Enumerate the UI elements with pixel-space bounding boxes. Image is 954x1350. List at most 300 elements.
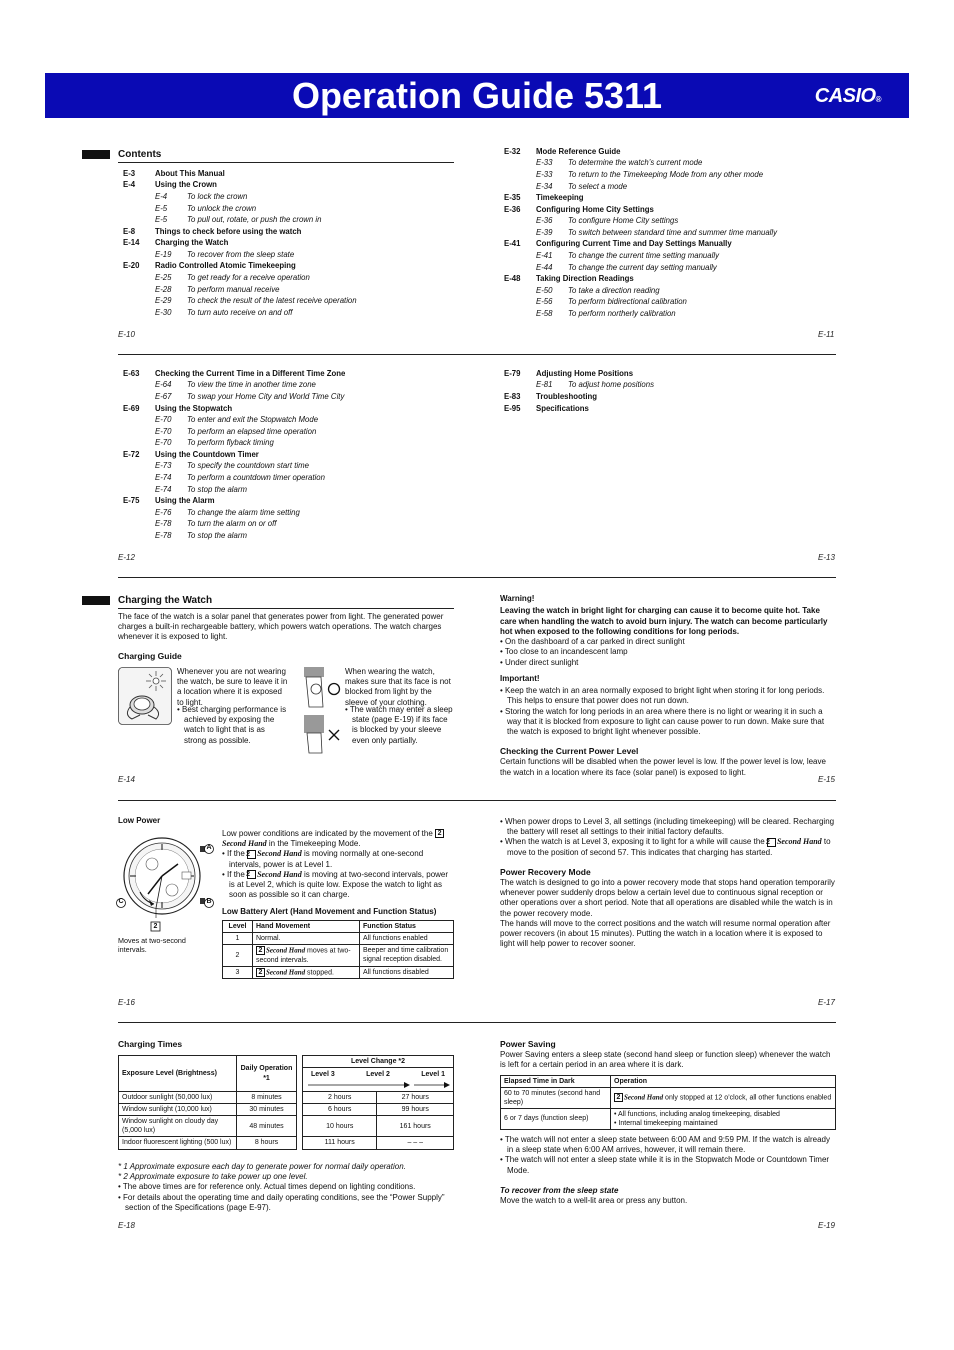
toc-entry xyxy=(504,262,844,274)
toc-page-ref: E-28 xyxy=(155,284,172,294)
toc-subentry xyxy=(123,392,344,402)
toc-subentry xyxy=(123,427,316,437)
contents-underline xyxy=(118,162,454,163)
toc-page-ref: E-76 xyxy=(155,507,172,517)
toc-page-ref: E-32 xyxy=(504,146,521,156)
level-labels xyxy=(303,1070,453,1079)
table-cell: 2 hours xyxy=(303,1092,377,1104)
toc-subentry-text: To change the current time setting manually xyxy=(568,251,719,261)
table-cell: 8 minutes xyxy=(237,1092,297,1104)
toc-entry xyxy=(504,192,844,204)
important-title: Important! xyxy=(500,673,540,683)
toc-subentry xyxy=(504,170,763,180)
table-row xyxy=(119,1104,454,1116)
toc-entry xyxy=(123,214,463,226)
table-row xyxy=(501,1087,836,1108)
list-item: • On the dashboard of a car parked in direct sunlight xyxy=(500,637,685,647)
list-item: • Keep the watch in an area normally exposed to bright light when storing it for long periods. This helps to ensure that power does not run down. xyxy=(500,686,825,706)
warning-text: Leaving the watch in bright light for charging can cause it to become quite hot. Take care when handling the watch to avoid burn injury. The watch can become particularly hot when exposed to the following conditions for long periods. xyxy=(500,606,828,636)
toc-subentry-text: To perform flyback timing xyxy=(187,438,274,448)
table-cell: 48 minutes xyxy=(237,1116,297,1137)
toc-subentry-text: To enter and exit the Stopwatch Mode xyxy=(187,415,319,425)
table-row xyxy=(223,966,454,978)
bullet-text: The watch will not enter a sleep state while it is in the Stopwatch Mode or Countdown Timer Mode. xyxy=(504,1155,830,1175)
toc-subentry xyxy=(123,204,256,214)
hand-name: Second Hand xyxy=(624,1093,664,1102)
toc-subentry-text: To swap your Home City and World Time City xyxy=(187,391,345,401)
toc-page-ref: E-5 xyxy=(155,215,168,225)
toc-subentry xyxy=(504,380,654,390)
charging-times-title: Charging Times xyxy=(118,1039,183,1049)
text-part: is moving at two-second intervals, power is at Level 2, which is quite low. Expose the watch to light as soon as possible so it can charge. xyxy=(229,869,449,900)
sleeve-illustration xyxy=(303,667,343,755)
toc-subentry xyxy=(123,192,247,202)
power-saving-block xyxy=(500,1039,836,1207)
toc-heading: Specifications xyxy=(536,403,589,413)
toc-entry xyxy=(504,297,844,309)
toc-column-right xyxy=(504,146,844,320)
toc-page-ref: E-64 xyxy=(155,380,172,390)
toc-entry xyxy=(504,368,844,380)
page-number: E-13 xyxy=(818,553,835,562)
text-part: When the watch is at Level 3, exposing it to light for a while will cause the xyxy=(505,837,765,847)
toc-page-ref: E-70 xyxy=(155,438,172,448)
toc-subentry xyxy=(123,531,247,541)
toc-page-ref: E-36 xyxy=(504,204,521,214)
toc-entry xyxy=(123,249,463,261)
toc-page-ref: E-14 xyxy=(123,238,140,248)
hand-number-box: 2 xyxy=(247,850,256,859)
toc-page-ref: E-74 xyxy=(155,484,172,494)
important-list xyxy=(500,686,836,737)
toc-subentry xyxy=(123,473,325,483)
toc-subentry-text: To perform bidirectional calibration xyxy=(568,297,687,307)
toc-column-left xyxy=(123,168,463,319)
toc-entry xyxy=(123,261,463,273)
hand-number-box: 2 xyxy=(767,838,776,847)
toc-heading: Radio Controlled Atomic Timekeeping xyxy=(155,261,296,271)
toc-entry xyxy=(504,216,844,228)
charging-times-notes: * 1 Approximate exposure each day to generate power for normal daily operation. * 2 Approximate exposure to take power up one level. • The above times are for reference only. Actual times depend on lighting conditions. • For details about the operating time and daily operating conditions, see the “Power Supply” section of the Specifications (page E-97). xyxy=(118,1162,454,1213)
toc-heading: Configuring Home City Settings xyxy=(536,204,654,214)
table-cell: 6 hours xyxy=(303,1104,377,1116)
bullet-text: When power drops to Level 3, all settings (including timekeeping) will be cleared. Recharging the battery will reset all settings to their initial factory defaults. xyxy=(505,817,835,837)
cell-operation xyxy=(611,1087,836,1108)
table-row xyxy=(119,1137,454,1149)
charging-guide-title: Charging Guide xyxy=(118,651,182,661)
toc-entry xyxy=(504,146,844,158)
table-cell: 111 hours xyxy=(303,1137,377,1149)
toc-subentry xyxy=(123,485,247,495)
table-cell: 10 hours xyxy=(303,1116,377,1137)
toc-entry xyxy=(123,414,463,426)
toc-subentry-text: To turn the alarm on or off xyxy=(187,519,277,529)
toc-page-ref: E-35 xyxy=(504,193,521,203)
toc-entry xyxy=(123,507,463,519)
cell-move xyxy=(253,966,360,978)
section-tab xyxy=(82,596,110,605)
col-header: Level Change *2 xyxy=(303,1056,454,1068)
toc-subentry-text: To turn auto receive on and off xyxy=(187,307,293,317)
warning-title: Warning! xyxy=(500,594,535,603)
power-saving-list xyxy=(500,1135,836,1176)
page-number: E-19 xyxy=(818,1221,835,1230)
bullet-text: Storing the watch for long periods in an area where there is no light or wearing it in such a way that it is blocked from exposure to light can cause power to run down. Make sure that the watch is exposed to bright light whenever possible. xyxy=(505,706,825,737)
hand-name: Second Hand xyxy=(222,839,267,849)
level-header-row xyxy=(303,1068,454,1092)
toc-subentry-text: To pull out, rotate, or push the crown in xyxy=(187,215,322,225)
toc-subentry xyxy=(123,461,309,471)
low-power-text: Low power conditions are indicated by the movement of the 2Second Hand in the Timekeeping Mode. • If the 2 Second Hand is moving normally at one-second intervals, power is at Level 1. • If the 2 Second Hand is moving at two-second intervals, power is at Level 2, which is quite low. Expose the watch to light as soon as possible so it can charge. Low Battery Alert (Hand Movement and Function Status) Level Hand Movement Function Status 1 Normal. All functions enabled 2 2 Second Hand moves at two-second intervals. Beeper and time calibration signal reception disabled. 3 2 Second Hand stopped. All functions disabled xyxy=(222,829,454,979)
toc-subentry xyxy=(123,296,357,306)
toc-subentry-text: To determine the watch’s current mode xyxy=(568,158,703,168)
low-battery-table xyxy=(222,920,454,979)
contents-title: Contents xyxy=(118,149,162,160)
footnote: * 2 Approximate exposure to take power up one level. xyxy=(118,1172,308,1182)
toc-page-ref: E-4 xyxy=(155,191,168,201)
toc-subentry-text: To configure Home City settings xyxy=(568,216,679,226)
toc-page-ref: E-4 xyxy=(123,180,136,190)
toc-subentry xyxy=(123,380,316,390)
cell-status: All functions disabled xyxy=(360,966,454,978)
toc-page-ref: E-25 xyxy=(155,273,172,283)
toc-subentry xyxy=(504,251,719,261)
power-saving-table xyxy=(500,1075,836,1130)
toc-entry xyxy=(123,519,463,531)
table-cell: Indoor fluorescent lighting (500 lux) xyxy=(119,1137,237,1149)
toc-page-ref: E-67 xyxy=(155,391,172,401)
text-part: to move to the position of second 57. This indicates that charging has started. xyxy=(507,837,831,857)
toc-subentry-text: To perform manual receive xyxy=(187,284,280,294)
toc-subentry xyxy=(123,308,292,318)
table-row xyxy=(223,933,454,945)
table-row xyxy=(119,1116,454,1137)
page-number: E-18 xyxy=(118,1221,135,1230)
cell-status: All functions enabled xyxy=(360,933,454,945)
toc-subentry xyxy=(504,263,717,273)
toc-entry xyxy=(504,403,844,415)
col-header: Level xyxy=(223,921,253,933)
hand-number-label: 2 xyxy=(153,923,158,930)
charging-intro: The face of the watch is a solar panel that generates power from light. The generated power charges a built-in rechargeable battery, which powers watch operations. The watch charges whenever it is exposed to light. xyxy=(118,612,444,642)
charging-times-table xyxy=(118,1055,454,1150)
level-2-label: Level 2 xyxy=(366,1070,390,1078)
col-header: Operation xyxy=(611,1075,836,1087)
cell-level: 3 xyxy=(223,966,253,978)
table-cell: 30 minutes xyxy=(237,1104,297,1116)
toc-subentry xyxy=(123,508,300,518)
toc-subentry xyxy=(504,309,676,319)
toc-subentry-text: To change the alarm time setting xyxy=(187,507,300,517)
power-level-title: Checking the Current Power Level xyxy=(500,746,639,757)
table-row xyxy=(501,1108,836,1129)
toc-page-ref: E-3 xyxy=(123,168,136,178)
toc-subentry-text: To lock the crown xyxy=(187,191,248,201)
toc-entry xyxy=(504,285,844,297)
recover-text: Move the watch to a well-lit area or press any button. xyxy=(500,1196,688,1206)
toc-page-ref: E-41 xyxy=(536,251,553,261)
toc-entry xyxy=(504,181,844,193)
toc-entry xyxy=(123,238,463,250)
toc-entry xyxy=(123,368,463,380)
text-part: If the xyxy=(227,849,245,859)
toc-entry xyxy=(123,496,463,508)
bullet-text: Too close to an incandescent lamp xyxy=(504,647,628,657)
low-power-title: Low Power xyxy=(118,816,161,825)
list-item: • Storing the watch for long periods in an area where there is no light or wearing it in such a way that it is blocked from exposure to light can cause power to run down. Make sure that the watch is exposed to bright light whenever possible. xyxy=(500,706,825,737)
toc-heading: Adjusting Home Positions xyxy=(536,368,634,378)
logo-text: CASIO xyxy=(814,85,876,107)
page-number: E-15 xyxy=(818,775,835,784)
table-cell: 8 hours xyxy=(237,1137,297,1149)
hand-name: Second Hand xyxy=(266,946,306,955)
toc-heading: Checking the Current Time in a Different Time Zone xyxy=(155,368,346,378)
toc-subentry-text: To perform northerly calibration xyxy=(568,309,676,319)
figure-caption: Moves at two-second intervals. xyxy=(118,936,186,955)
toc-page-ref: E-20 xyxy=(123,261,140,271)
toc-page-ref: E-33 xyxy=(536,158,553,168)
toc-heading: Things to check before using the watch xyxy=(155,226,302,236)
toc-entry xyxy=(504,169,844,181)
toc-subentry xyxy=(123,519,276,529)
hand-number-box: 2 xyxy=(247,870,256,879)
toc-heading: Timekeeping xyxy=(536,193,584,203)
page-number: E-17 xyxy=(818,998,835,1007)
toc-subentry-text: To stop the alarm xyxy=(187,484,247,494)
bullet-text: Under direct sunlight xyxy=(505,657,579,667)
toc-entry xyxy=(123,438,463,450)
col-header: Hand Movement xyxy=(253,921,360,933)
text-part: Internal timekeeping maintained xyxy=(618,1119,718,1127)
col-header: Elapsed Time in Dark xyxy=(501,1075,611,1087)
toc-entry xyxy=(504,158,844,170)
col-header: Daily Operation *1 xyxy=(237,1056,297,1092)
toc-entry xyxy=(123,168,463,180)
toc-entry xyxy=(123,307,463,319)
page-number: E-14 xyxy=(118,775,135,784)
alert-title: Low Battery Alert (Hand Movement and Function Status) xyxy=(222,906,437,916)
toc-subentry-text: To change the current day setting manually xyxy=(568,262,717,272)
text-part: in the Timekeeping Mode. xyxy=(268,839,361,849)
toc-entry xyxy=(123,203,463,215)
toc-subentry-text: To take a direction reading xyxy=(568,285,660,295)
toc-page-ref: E-50 xyxy=(536,285,553,295)
toc-entry xyxy=(123,472,463,484)
toc-subentry xyxy=(504,297,687,307)
toc-page-ref: E-79 xyxy=(504,368,521,378)
toc-entry xyxy=(504,239,844,251)
toc-column-right-2 xyxy=(504,368,844,414)
bullet-text: On the dashboard of a car parked in direct sunlight xyxy=(505,637,685,647)
toc-entry xyxy=(123,180,463,192)
text-part: only stopped at 12 o’clock, all other functions enabled xyxy=(665,1094,832,1102)
table-cell: 99 hours xyxy=(377,1104,454,1116)
page-divider xyxy=(118,1022,836,1023)
charging-guide-left-bullet: • Best charging performance is achieved by exposing the watch to light that is as strong as possible. xyxy=(177,705,287,745)
toc-subentry-text: To specify the countdown start time xyxy=(187,461,309,471)
watch-in-light-illustration xyxy=(118,667,172,725)
toc-heading: Configuring Current Time and Day Settings Manually xyxy=(536,239,732,249)
bullet-text: Keep the watch in an area normally exposed to bright light when storing it for long periods. This helps to ensure that power does not run down. xyxy=(505,686,825,706)
power-saving-text: Power Saving enters a sleep state (second hand sleep or function sleep) whenever the watch is left for a certain period in an area where it is dark. xyxy=(500,1050,831,1070)
warning-list xyxy=(500,637,836,668)
table-row xyxy=(223,945,454,967)
toc-subentry xyxy=(504,158,702,168)
toc-page-ref: E-75 xyxy=(123,496,140,506)
page-divider xyxy=(118,354,836,355)
toc-entry xyxy=(504,250,844,262)
text-part: Low power conditions are indicated by the movement of the xyxy=(222,829,433,838)
page-number: E-16 xyxy=(118,998,135,1007)
warning-block xyxy=(500,594,836,778)
hand-number-box: 2 xyxy=(435,829,444,838)
toc-subentry-text: To select a mode xyxy=(568,181,628,191)
toc-page-ref: E-83 xyxy=(504,391,521,401)
recovery-title: Power Recovery Mode xyxy=(500,866,591,877)
toc-entry xyxy=(123,191,463,203)
page-number: E-11 xyxy=(818,330,835,339)
toc-subentry-text: To get ready for a receive operation xyxy=(187,273,310,283)
power-level-text: Certain functions will be disabled when the power level is low. If the power level is low, leave the watch in a location where its face (solar panel) is exposed to light. xyxy=(500,757,826,777)
toc-subentry-text: To stop the alarm xyxy=(187,531,247,541)
toc-entry xyxy=(123,484,463,496)
toc-subentry xyxy=(123,215,322,225)
cell-time: 6 or 7 days (function sleep) xyxy=(501,1108,611,1129)
title-banner xyxy=(45,73,909,118)
toc-subentry-text: To unlock the crown xyxy=(187,203,257,213)
charging-guide-right-text: When wearing the watch, makes sure that its face is not blocked from light by the sleeve of your clothing. xyxy=(345,667,451,707)
level-arrows xyxy=(304,1080,452,1090)
toc-subentry xyxy=(504,286,660,296)
recovery-block: • When power drops to Level 3, all settings (including timekeeping) will be cleared. Recharging the battery will reset all settings to their initial factory defaults. • When the watch is at Level 3, exposing it to light for a while will cause the 2 Second Hand to move to the position of second 57. This indicates that charging has started. Power Recovery Mode The watch is designed to go into a power recovery mode that stops hand operation temporarily whenever power suddenly drops below a certain level due to continuous signal reception or other operations over a short period. Note that all operations are disabled while the watch is in the power recovery mode. The hands will move to the correct positions and the watch will resume normal operation after power recovers (in about 15 minutes). Putting the watch in a location where it is exposed to light will help power to recover sooner. xyxy=(500,817,835,949)
toc-page-ref: E-19 xyxy=(155,249,172,259)
toc-page-ref: E-58 xyxy=(536,309,553,319)
toc-page-ref: E-41 xyxy=(504,239,521,249)
table-row xyxy=(119,1092,454,1104)
bullet-text: Best charging performance is achieved by exposing the watch to light that is as strong as possible. xyxy=(182,705,287,745)
toc-page-ref: E-30 xyxy=(155,307,172,317)
toc-entry xyxy=(504,380,844,392)
toc-entry xyxy=(504,308,844,320)
table-cell: Window sunlight (10,000 lux) xyxy=(119,1104,237,1116)
cell-level: 1 xyxy=(223,933,253,945)
text-part: If the xyxy=(227,869,245,879)
text-part: stopped. xyxy=(307,969,334,977)
page-divider xyxy=(118,577,836,578)
cell-status: Beeper and time calibration signal reception disabled. xyxy=(360,945,454,967)
registered-mark: ® xyxy=(875,95,881,104)
toc-subentry-text: To check the result of the latest receive operation xyxy=(187,296,357,306)
cell-time: 60 to 70 minutes (second hand sleep) xyxy=(501,1087,611,1108)
level-3-label: Level 3 xyxy=(311,1070,335,1078)
toc-entry xyxy=(123,296,463,308)
col-header: Function Status xyxy=(360,921,454,933)
bullet-text: The watch may enter a sleep state (page E-19) if its face is blocked by your sleeve even only partially. xyxy=(349,705,453,745)
toc-subentry xyxy=(504,228,777,238)
toc-subentry xyxy=(123,273,310,283)
toc-subentry xyxy=(123,415,318,425)
recovery-text: The watch is designed to go into a power recovery mode that stops hand operation temporarily whenever power suddenly drops below a certain level due to continuous signal reception or other operations over a short period. Note that all operations are disabled while the watch is in the power recovery mode. The hands will move to the correct positions and the watch will resume normal operation after power recovers (in about 15 minutes). Putting the watch in a location where it is exposed to light will help power to recover sooner. xyxy=(500,877,835,949)
charging-guide-right-bullet: • The watch may enter a sleep state (page E-19) if its face is blocked by your sleeve even only partially. xyxy=(345,705,453,745)
list-item: • Too close to an incandescent lamp xyxy=(500,647,628,657)
casio-logo xyxy=(815,84,881,112)
toc-heading: Mode Reference Guide xyxy=(536,146,621,156)
toc-page-ref: E-33 xyxy=(536,169,553,179)
button-b-label: B xyxy=(206,898,212,905)
text-part: is moving normally at one-second intervals, power is at Level 1. xyxy=(229,849,424,869)
toc-entry xyxy=(504,204,844,216)
page-number: E-10 xyxy=(118,330,135,339)
section-tab xyxy=(82,150,110,159)
cell-level: 2 xyxy=(223,945,253,967)
toc-entry xyxy=(504,274,844,286)
bullet-text: The watch will not enter a sleep state between 6:00 AM and 9:59 PM. If the watch is already in a sleep state when 6:00 AM arrives, however, it will remain there. xyxy=(504,1134,830,1155)
cell-move xyxy=(253,945,360,967)
toc-subentry-text: To perform an elapsed time operation xyxy=(187,426,317,436)
toc-subentry-text: To view the time in another time zone xyxy=(187,380,316,390)
toc-entry xyxy=(123,226,463,238)
toc-entry xyxy=(123,284,463,296)
button-a-label: A xyxy=(206,844,212,851)
toc-heading: Using the Alarm xyxy=(155,496,215,506)
toc-page-ref: E-70 xyxy=(155,415,172,425)
toc-heading: Troubleshooting xyxy=(536,391,598,401)
toc-entry xyxy=(504,227,844,239)
toc-entry xyxy=(504,391,844,403)
toc-page-ref: E-56 xyxy=(536,297,553,307)
bullet-text: For details about the operating time and daily operating conditions, see the “Power Supply” section of the Specifications (page E-97). xyxy=(123,1192,445,1212)
table-cell: 161 hours xyxy=(377,1116,454,1137)
page-number: E-12 xyxy=(118,553,135,562)
toc-subentry xyxy=(504,216,678,226)
toc-page-ref: E-39 xyxy=(536,227,553,237)
toc-entry xyxy=(123,380,463,392)
toc-page-ref: E-44 xyxy=(536,262,553,272)
toc-page-ref: E-74 xyxy=(155,473,172,483)
toc-heading: Taking Direction Readings xyxy=(536,274,634,284)
toc-subentry xyxy=(123,285,279,295)
table-cell: Outdoor sunlight (50,000 lux) xyxy=(119,1092,237,1104)
toc-entry xyxy=(123,272,463,284)
toc-page-ref: E-72 xyxy=(123,449,140,459)
level-1-label: Level 1 xyxy=(421,1070,445,1078)
toc-subentry xyxy=(504,182,627,192)
bullet-text: The above times are for reference only. Actual times depend on lighting conditions. xyxy=(122,1182,416,1192)
power-saving-title: Power Saving xyxy=(500,1039,556,1049)
text-part: All functions, including analog timekeeping, disabled xyxy=(618,1110,780,1118)
toc-page-ref: E-78 xyxy=(155,519,172,529)
toc-subentry-text: To return to the Timekeeping Mode from any other mode xyxy=(568,169,764,179)
hand-number-box: 2 xyxy=(256,968,265,977)
toc-page-ref: E-29 xyxy=(155,296,172,306)
toc-page-ref: E-70 xyxy=(155,426,172,436)
toc-page-ref: E-8 xyxy=(123,226,136,236)
charging-guide-left-text: Whenever you are not wearing the watch, be sure to leave it in a location where it is exposed to light. xyxy=(177,667,288,707)
hand-name: Second Hand xyxy=(257,849,302,859)
button-c-label: C xyxy=(118,898,124,905)
watch-face-illustration xyxy=(116,834,220,934)
toc-page-ref: E-34 xyxy=(536,181,553,191)
hand-name: Second Hand xyxy=(257,869,302,879)
toc-entry xyxy=(123,530,463,542)
hand-number-box: 2 xyxy=(614,1093,623,1102)
col-header: Exposure Level (Brightness) xyxy=(119,1056,237,1092)
toc-heading: Using the Stopwatch xyxy=(155,403,233,413)
list-item: • The watch will not enter a sleep state while it is in the Stopwatch Mode or Countdown Timer Mode. xyxy=(500,1155,830,1175)
toc-entry xyxy=(123,449,463,461)
toc-subentry-text: To adjust home positions xyxy=(568,380,654,390)
text-part: moves at two-second intervals. xyxy=(256,947,351,964)
